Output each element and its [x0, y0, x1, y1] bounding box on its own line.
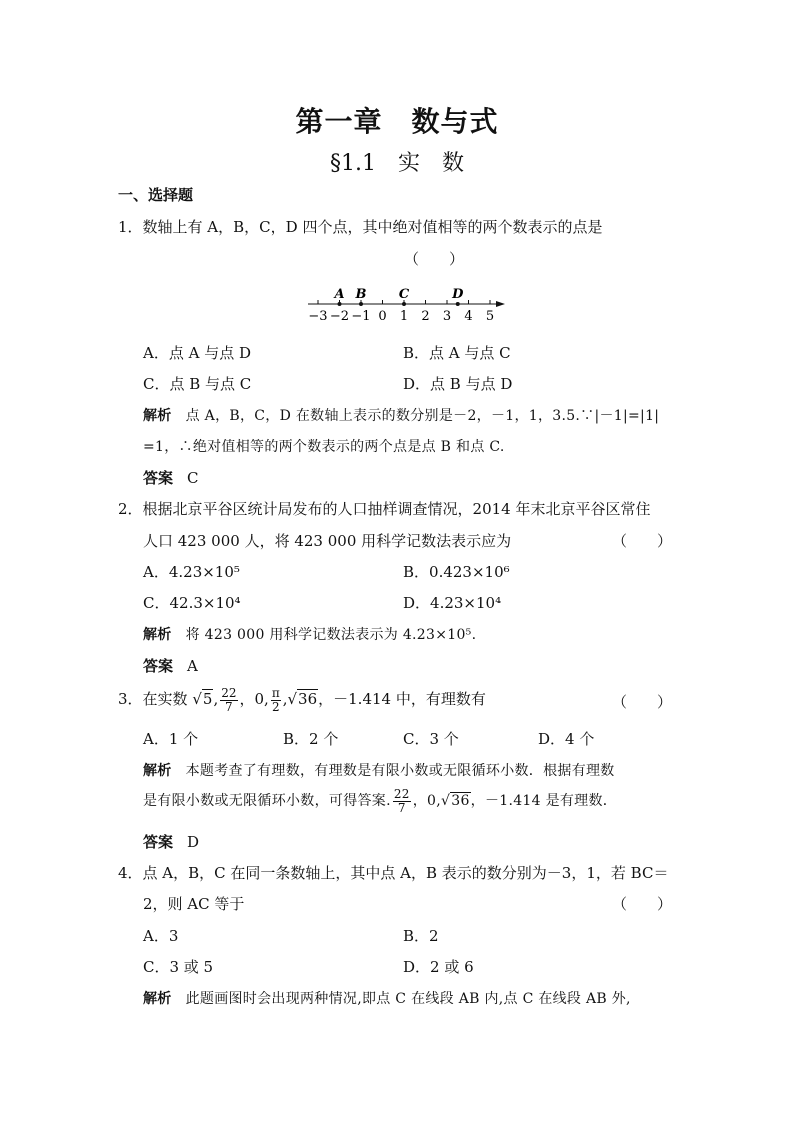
answer-label: 答案 — [143, 469, 174, 487]
q2-option-d: D．4.23×10⁴ — [403, 594, 502, 612]
q2-answer-value: A — [187, 657, 198, 675]
q3-option-d: D．4 个 — [538, 730, 595, 748]
number-line-point-label: A — [334, 287, 345, 302]
number-line-point — [359, 302, 363, 306]
q3-stem: 3．在实数 √5, $\frac{22}{7}$ ，0, $\frac{\pi}{2}$ ,√36，－1.414 中，有理数有 — [118, 685, 486, 714]
answer-label: 答案 — [143, 657, 174, 675]
axis-arrow — [496, 301, 505, 307]
analysis-label: 解析 — [143, 991, 172, 1007]
number-line-point — [402, 302, 406, 306]
chapter-title: 第一章 数与式 — [295, 105, 499, 138]
q3-analysis-line2: 是有限小数或无限循环小数，可得答案. $\frac{22}{7}$ ，0,√36，－1.414 是有理数． — [143, 786, 618, 815]
q2-option-c: C．42.3×10⁴ — [143, 594, 241, 612]
q2-answer — [143, 655, 198, 676]
number-line-tick-label: 2 — [421, 309, 430, 324]
part-heading: 一、选择题 — [118, 186, 194, 204]
q2-stem-line2: 人口 423 000 人，将 423 000 用科学记数法表示应为 — [143, 532, 512, 550]
section-title: §1.1 实 数 — [330, 151, 464, 176]
number-line-point-label: B — [355, 287, 367, 302]
q1-analysis-text: 点 A，B，C，D 在数轴上表示的数分别是－2，－1，1，3.5.∵|－1|=|1| — [185, 408, 660, 424]
q3-stem-suffix: ，－1.414 中，有理数有 — [318, 690, 486, 708]
q1-answer-value: C — [187, 469, 199, 487]
fraction-22-7: $\frac{22}{7}$ — [221, 685, 237, 714]
q2-option-b: B．0.423×10⁶ — [403, 563, 510, 581]
q2-option-a: A．4.23×10⁵ — [143, 563, 240, 581]
answer-label: 答案 — [143, 833, 174, 851]
number-line-point — [456, 302, 460, 306]
q2-analysis-text: 将 423 000 用科学记数法表示为 4.23×10⁵. — [185, 627, 477, 643]
q1-analysis-line1 — [143, 405, 659, 425]
q4-analysis — [143, 988, 631, 1008]
q3-analysis-line1 — [143, 760, 615, 780]
number-line-tick-label: 1 — [399, 309, 409, 324]
q4-answer-paren: （ ） — [612, 895, 673, 913]
q4-option-b: B．2 — [403, 927, 439, 945]
q1-analysis-line2: =1，∴绝对值相等的两个数表示的两个点是点 B 和点 C. — [143, 439, 505, 455]
q4-analysis-text: 此题画图时会出现两种情况,即点 C 在线段 AB 内,点 C 在线段 AB 外, — [185, 991, 631, 1007]
q2-answer-paren: （ ） — [612, 532, 673, 550]
q2-analysis — [143, 624, 476, 644]
number-line-tick-label: 5 — [485, 309, 495, 324]
analysis-label: 解析 — [143, 763, 172, 779]
q1-option-b: B．点 A 与点 C — [403, 344, 511, 362]
q4-option-c: C．3 或 5 — [143, 958, 214, 976]
analysis-label: 解析 — [143, 408, 172, 424]
number-line-tick-label: 3 — [442, 309, 452, 324]
q1-option-d: D．点 B 与点 D — [403, 375, 513, 393]
number-line-tick-label: −1 — [351, 309, 371, 324]
q4-option-d: D．2 或 6 — [403, 958, 474, 976]
sqrt-36: √36 — [441, 793, 470, 809]
q3-analysis-text: 本题考查了有理数，有理数是有限小数或无限循环小数．根据有理数 — [185, 763, 615, 779]
q3-analysis-suffix: ，－1.414 是有理数． — [470, 793, 618, 809]
number-line-tick-label: 4 — [464, 309, 473, 324]
number-line-tick-label: −2 — [329, 309, 350, 324]
number-line-tick-label: −3 — [308, 309, 328, 324]
analysis-label: 解析 — [143, 627, 172, 643]
q3-answer-value: D — [187, 833, 200, 851]
number-line-point-label: C — [398, 287, 410, 302]
fraction-pi-2: $\frac{\pi}{2}$ — [271, 685, 280, 714]
q1-answer-paren: （ ） — [404, 250, 465, 268]
fraction-22-7: $\frac{22}{7}$ — [393, 786, 410, 815]
number-line-point — [338, 302, 342, 306]
q3-option-b: B．2 个 — [283, 730, 339, 748]
q3-answer-paren: （ ） — [612, 693, 673, 711]
q4-stem-line1: 4．点 A，B，C 在同一条数轴上，其中点 A，B 表示的数分别为－3，1，若 BC＝ — [118, 864, 669, 882]
q1-answer — [143, 467, 199, 488]
q4-stem-line2: 2，则 AC 等于 — [143, 895, 245, 913]
sqrt-36: √36 — [287, 690, 318, 708]
q3-analysis-prefix: 是有限小数或无限循环小数，可得答案. — [143, 793, 391, 809]
q3-option-a: A．1 个 — [143, 730, 199, 748]
q1-option-a: A．点 A 与点 D — [143, 344, 251, 362]
q1-number-line — [300, 282, 520, 326]
q1-option-c: C．点 B 与点 C — [143, 375, 252, 393]
q3-answer — [143, 831, 199, 852]
number-line-point-label: D — [452, 287, 464, 302]
q3-stem-prefix: 3．在实数 — [118, 690, 188, 708]
q4-option-a: A．3 — [143, 927, 179, 945]
q3-option-c: C．3 个 — [403, 730, 459, 748]
q1-stem: 1．数轴上有 A，B，C，D 四个点，其中绝对值相等的两个数表示的点是 — [118, 218, 603, 236]
sqrt-5: √5 — [192, 690, 213, 708]
q2-stem-line1: 2．根据北京平谷区统计局发布的人口抽样调查情况，2014 年末北京平谷区常住 — [118, 500, 651, 518]
number-line-tick-label: 0 — [378, 309, 387, 324]
